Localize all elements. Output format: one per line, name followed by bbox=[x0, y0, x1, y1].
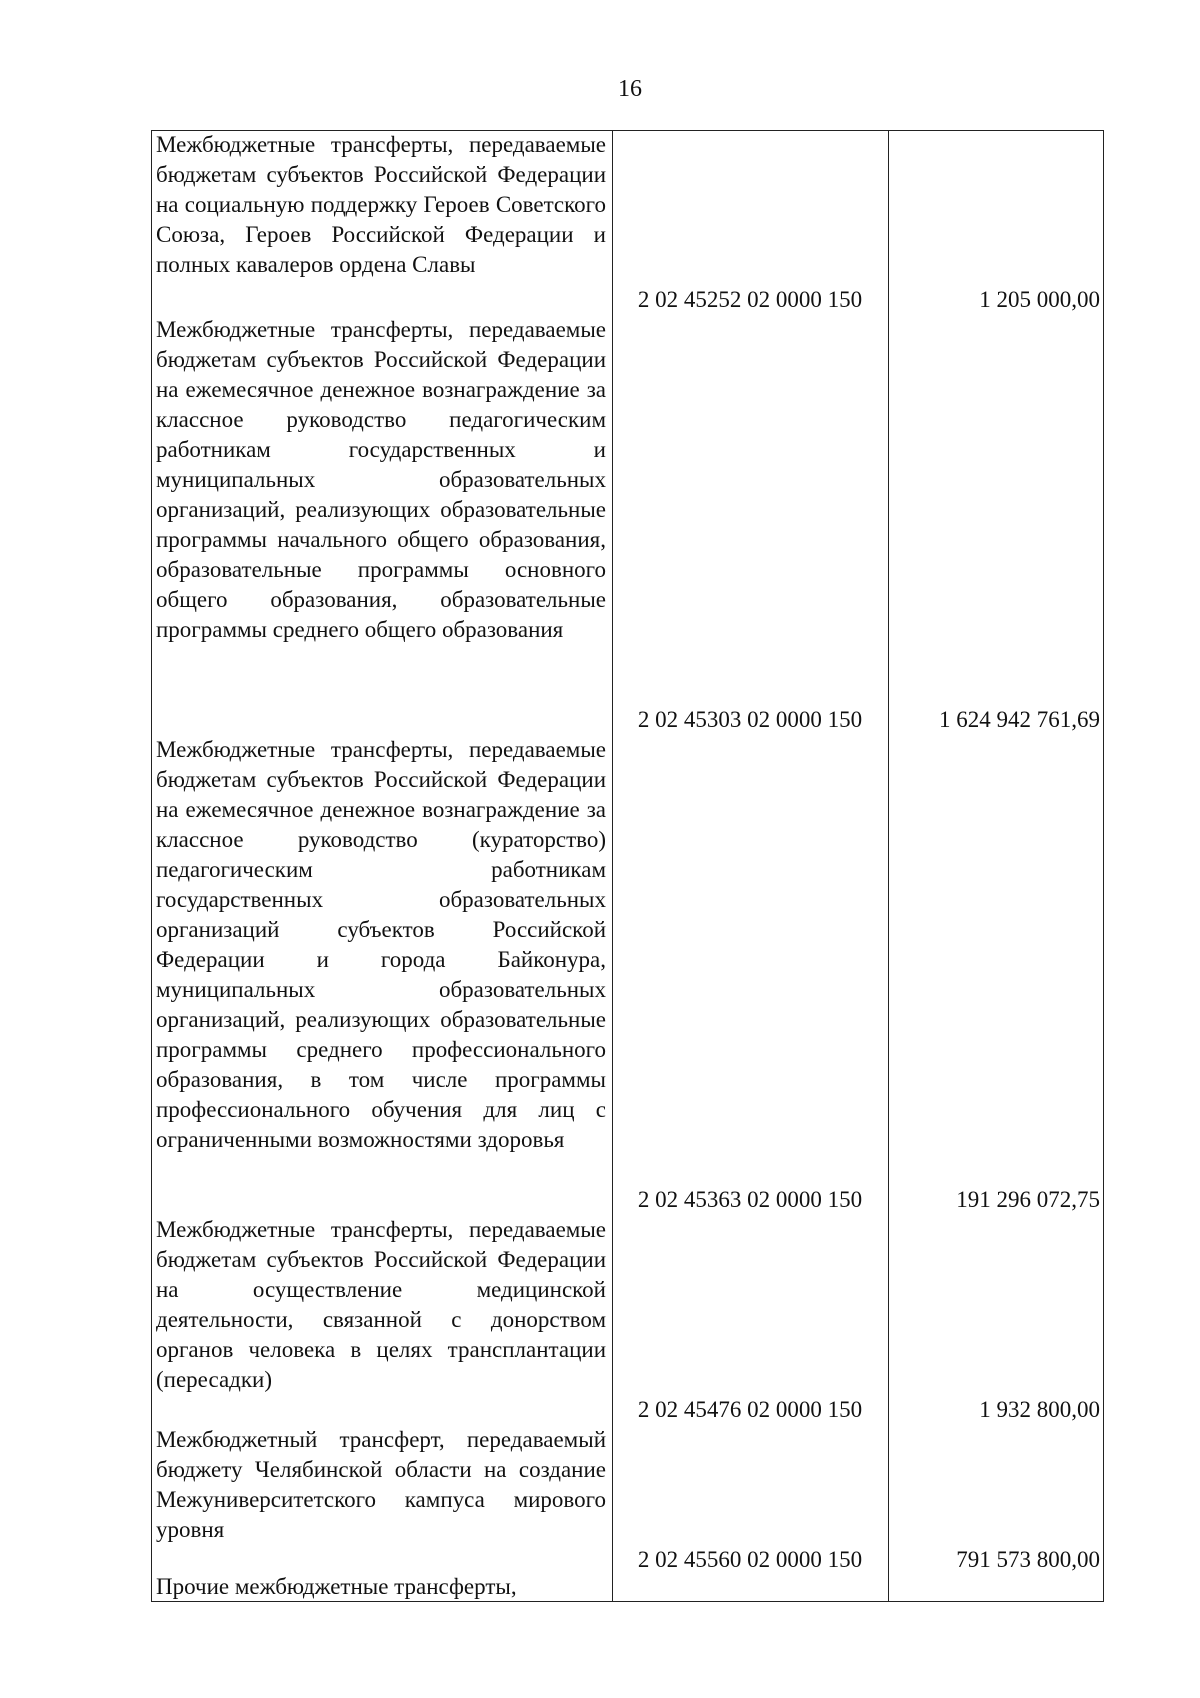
column-divider bbox=[888, 130, 889, 1602]
page-number: 16 bbox=[618, 76, 642, 102]
row-code: 2 02 45476 02 0000 150 bbox=[637, 1397, 863, 1422]
row-description: Межбюджетные трансферты, передаваемые бюджетам субъектов Российской Федерации на ежемесячное денежное вознаграждение за классное руководство (кураторство) педагогическим работникам государственных образовательных организаций субъектов Российской Федерации и города Байконура, муниципальных образовательных организаций, реализующих образовательные программы среднего профессионального образования, в том числе программы профессионального обучения для лиц с ограниченными возможностями здоровья bbox=[156, 737, 606, 1152]
row-code: 2 02 45252 02 0000 150 bbox=[637, 287, 863, 312]
row-description: Межбюджетные трансферты, передаваемые бюджетам субъектов Российской Федерации на осуществление медицинской деятельности, связанной с донорством органов человека в целях трансплантации (пересадки) bbox=[156, 1217, 606, 1392]
row-description: Межбюджетные трансферты, передаваемые бюджетам субъектов Российской Федерации на социальную поддержку Героев Советского Союза, Героев Российской Федерации и полных кавалеров ордена Славы bbox=[156, 132, 606, 277]
row-amount: 1 932 800,00 bbox=[979, 1397, 1100, 1422]
row-description: Межбюджетный трансферт, передаваемый бюджету Челябинской области на создание Межуниверситетского кампуса мирового уровня bbox=[156, 1427, 606, 1542]
column-divider bbox=[612, 130, 613, 1602]
row-code: 2 02 45363 02 0000 150 bbox=[637, 1187, 863, 1212]
row-code: 2 02 45303 02 0000 150 bbox=[637, 707, 863, 732]
row-amount: 1 624 942 761,69 bbox=[939, 707, 1100, 732]
row-description: Прочие межбюджетные трансферты, bbox=[156, 1574, 517, 1599]
row-amount: 791 573 800,00 bbox=[956, 1547, 1100, 1572]
row-amount: 1 205 000,00 bbox=[979, 287, 1100, 312]
row-description: Межбюджетные трансферты, передаваемые бюджетам субъектов Российской Федерации на ежемесячное денежное вознаграждение за классное руководство педагогическим работникам государственных и муниципальных образовательных организаций, реализующих образовательные программы начального общего образования, образовательные программы основного общего образования, образовательные программы среднего общего образования bbox=[156, 317, 606, 642]
row-code: 2 02 45560 02 0000 150 bbox=[637, 1547, 863, 1572]
row-amount: 191 296 072,75 bbox=[956, 1187, 1100, 1212]
